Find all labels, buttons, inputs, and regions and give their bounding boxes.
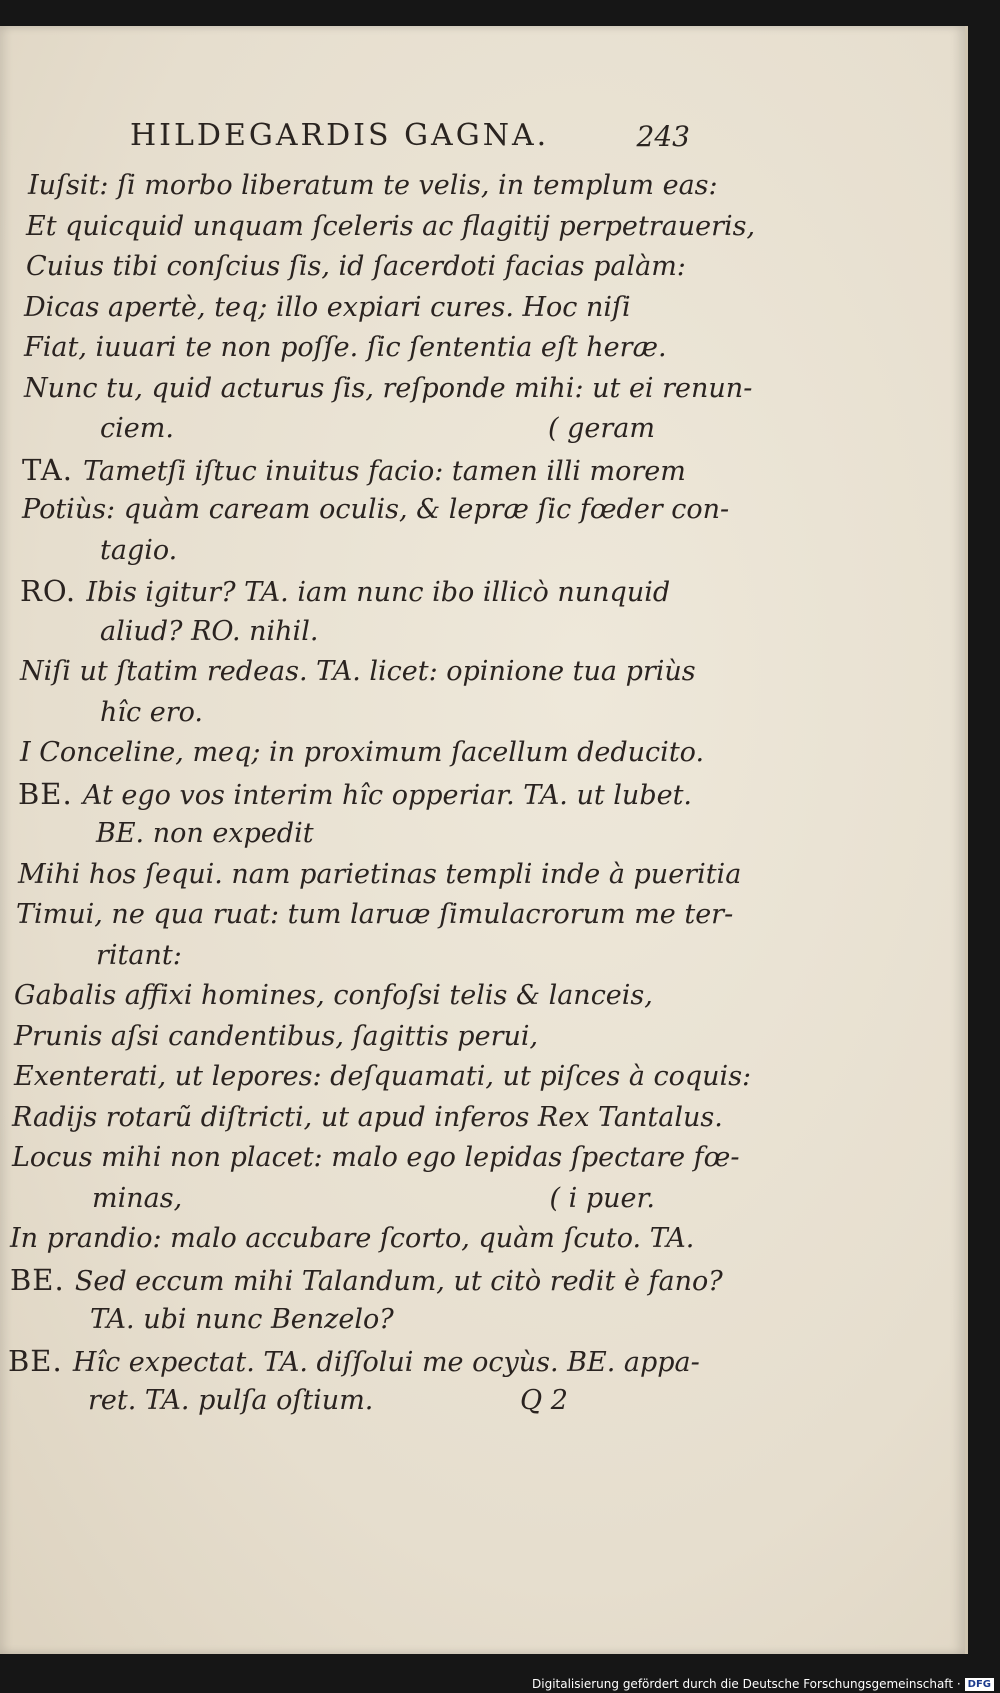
text-line <box>0 328 960 369</box>
text-line <box>0 652 960 693</box>
line-text: Gabalis affixi homines, confoſsi telis & lanceis, <box>14 980 653 1011</box>
line-text: Tametſi iſtuc inuitus facio: tamen illi morem <box>83 455 686 487</box>
verse-text-block <box>0 166 960 1422</box>
text-line <box>0 1179 960 1220</box>
catch-fragment: ( geram <box>548 413 655 444</box>
dfg-logo: DFG <box>965 1678 994 1691</box>
text-line <box>0 693 960 734</box>
digitization-credit <box>532 1677 994 1691</box>
line-text: Iuſsit: ſi morbo liberatum te velis, in templum eas: <box>28 170 718 201</box>
text-line <box>0 855 960 896</box>
page-header <box>130 118 925 168</box>
text-line <box>0 571 960 612</box>
line-text: I Conceline, meq; in proximum ſacellum deducito. <box>20 737 705 768</box>
line-text: Sed eccum mihi Talandum, ut citò redit è fano? <box>74 1265 723 1297</box>
text-line <box>0 369 960 410</box>
line-text: Dicas apertè, teq; illo expiari cures. Hoc niſi <box>24 291 631 323</box>
text-line <box>0 814 960 855</box>
line-text: tagio. <box>100 534 178 566</box>
book-page <box>0 26 968 1654</box>
line-text: Locus mihi non placet: malo ego lepidas ſpectare fœ- <box>12 1142 740 1173</box>
line-text: aliud? RO. nihil. <box>100 615 319 647</box>
text-line <box>0 247 960 288</box>
text-line <box>0 1260 960 1301</box>
text-line <box>0 1381 960 1422</box>
line-text: ritant: <box>96 939 182 971</box>
text-line <box>0 1219 960 1260</box>
line-text: Cuius tibi conſcius ſis, id ſacerdoti facias palàm: <box>26 251 686 282</box>
text-line <box>0 936 960 977</box>
text-line <box>0 166 960 207</box>
text-line <box>0 612 960 653</box>
text-line <box>0 976 960 1017</box>
text-line <box>0 1341 960 1382</box>
line-text: Hîc expectat. TA. diſſolui me ocyùs. BE. appa- <box>72 1346 700 1378</box>
text-line <box>0 1138 960 1179</box>
line-text: Potiùs: quàm caream oculis, & lepræ ſic fœder con- <box>22 494 730 525</box>
text-line <box>0 733 960 774</box>
signature-mark: Q 2 <box>520 1385 568 1416</box>
line-text: Exenterati, ut lepores: deſquamati, ut piſces à coquis: <box>14 1061 752 1092</box>
line-text: Mihi hos ſequi. nam parietinas templi inde à pueritia <box>18 858 742 890</box>
speaker-label: TA. <box>22 452 84 487</box>
text-line <box>0 531 960 572</box>
line-text: ret. TA. pulſa oſtium. <box>88 1385 374 1416</box>
running-title: HILDEGARDIS GAGNA. <box>130 118 550 153</box>
line-text: At ego vos interim hîc opperiar. TA. ut lubet. <box>82 779 693 811</box>
speaker-label: BE. <box>18 776 83 811</box>
text-line <box>0 895 960 936</box>
line-text: In prandio: malo accubare ſcorto, quàm ſcuto. TA. <box>10 1223 695 1254</box>
line-text: Prunis aſsi candentibus, ſagittis perui, <box>14 1020 539 1052</box>
text-line <box>0 409 960 450</box>
text-line <box>0 774 960 815</box>
catch-fragment: ( i puer. <box>549 1182 655 1214</box>
credit-text: Digitalisierung gefördert durch die Deutsche Forschungsgemeinschaft · <box>532 1677 961 1691</box>
line-text: Fiat, iuuari te non poſſe. ſic ſententia eſt heræ. <box>24 332 667 363</box>
text-line <box>0 207 960 248</box>
speaker-label: BE. <box>10 1262 75 1297</box>
line-text: hîc ero. <box>100 696 203 728</box>
text-line <box>0 1017 960 1058</box>
line-text: Radijs rotarũ diſtricti, ut apud inferos Rex Tantalus. <box>12 1101 723 1133</box>
speaker-label: BE. <box>8 1343 73 1378</box>
line-text: Ibis igitur? TA. iam nunc ibo illicò nunquid <box>86 577 671 608</box>
line-text: ciem. <box>100 413 174 444</box>
text-line <box>0 490 960 531</box>
line-text: Timui, ne qua ruat: tum laruæ ſimulacrorum me ter- <box>16 899 734 930</box>
text-line <box>0 1300 960 1341</box>
line-text: Niſi ut ſtatim redeas. TA. licet: opinione tua priùs <box>20 656 696 687</box>
text-line <box>0 1098 960 1139</box>
line-text: Nunc tu, quid acturus ſis, reſponde mihi: ut ei renun- <box>24 372 753 404</box>
speaker-label: RO. <box>20 574 87 608</box>
text-line <box>0 288 960 329</box>
text-line <box>0 450 960 491</box>
text-line <box>0 1057 960 1098</box>
line-text: TA. ubi nunc Benzelo? <box>90 1304 394 1335</box>
line-text: BE. non expedit <box>96 818 314 849</box>
line-text: Et quicquid unquam ſceleris ac flagitij perpetraueris, <box>26 210 756 242</box>
line-text: minas, <box>92 1182 183 1214</box>
page-number: 243 <box>636 120 690 153</box>
